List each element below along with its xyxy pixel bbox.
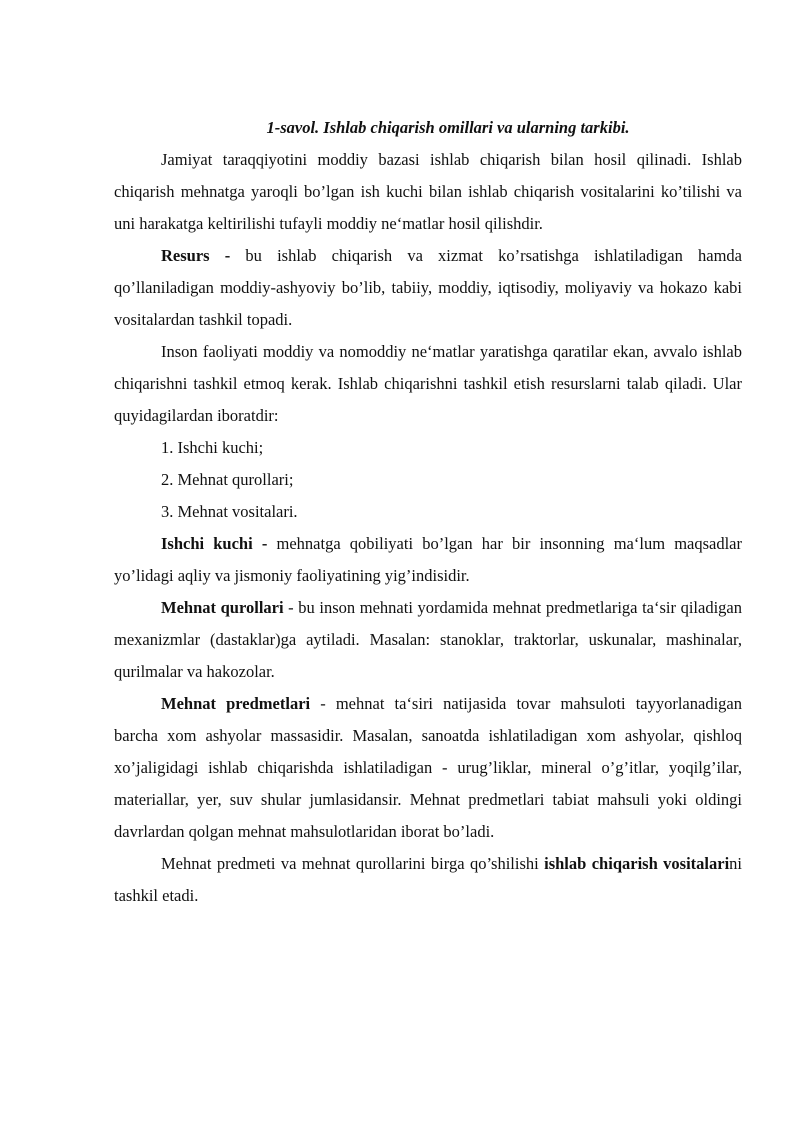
paragraph-resurs: [114, 240, 742, 336]
list-item: 3. Mehnat vositalari.: [161, 502, 298, 521]
term-ishchi-kuchi: Ishchi kuchi -: [161, 534, 268, 553]
definition-mehnat-predmetlari: - mehnat ta‘siri natijasida tovar mahsuloti tayyorlanadigan barcha xom ashyolar massasidir. Masalan, sanoatda ishlatiladigan xom ashyolar, qishloq xo’jaligidagi ishlab chiqarishda ishlatiladigan - urug’liklar, mineral o’g’itlar, yoqilg’ilar, materiallar, yer, suv shular jumlasidansir. Mehnat predmetlari tabiat mahsuli yoki oldingi davrlardan qolgan mehnat mahsulotlaridan iborat bo’ladi.: [114, 694, 742, 841]
text-before-term: Mehnat predmeti va mehnat qurollarini birga qo’shilishi: [161, 854, 545, 873]
definition-resurs: bu ishlab chiqarish va xizmat ko’rsatishga ishlatiladigan hamda qo’llaniladigan moddiy-ashyoviy bo’lib, tabiiy, moddiy, iqtisodiy, moliyaviy va hokazo kabi vositalardan tashkil topadi.: [114, 246, 742, 329]
definition-ishchi-kuchi: mehnatga qobiliyati bo’lgan har bir insonning ma‘lum maqsadlar yo’lidagi aqliy va jismoniy faoliyatining yig’indisidir.: [114, 534, 742, 585]
paragraph-jamiyat: Jamiyat taraqqiyotini moddiy bazasi ishlab chiqarish bilan hosil qilinadi. Ishlab chiqarish mehnatga yaroqli bo’lgan ish kuchi bilan ishlab chiqarish vositalarini ko’tilishi va uni harakatga keltirilishi tufayli moddiy ne‘matlar hosil qilishdir.: [114, 150, 742, 233]
document-title: 1-savol. Ishlab chiqarish omillari va ularning tarkibi.: [266, 118, 630, 137]
text-after-term: ni tashkil etadi.: [114, 854, 743, 905]
definition-mehnat-qurollari: - bu inson mehnati yordamida mehnat predmetlariga ta‘sir qiladigan mexanizmlar (dastaklar)ga aytiladi. Masalan: stanoklar, traktorlar, uskunalar, mashinalar, qurilmalar va hakozolar.: [114, 598, 742, 681]
term-mehnat-predmetlari: Mehnat predmetlari: [161, 694, 311, 713]
paragraph-ishchi-kuchi: [114, 528, 742, 592]
paragraph-mehnat-predmetlari: [114, 688, 742, 848]
list-item: 1. Ishchi kuchi;: [161, 438, 264, 457]
term-mehnat-qurollari: Mehnat qurollari: [161, 598, 284, 617]
paragraph-mehnat-qurollari: [114, 592, 742, 688]
paragraph-inson-faoliyati: Inson faoliyati moddiy va nomoddiy ne‘matlar yaratishga qaratilar ekan, avvalo ishlab chiqarishni tashkil etmoq kerak. Ishlab chiqarishni tashkil etish resurslarni talab qiladi. Ular quyidagilardan iboratdir:: [114, 342, 742, 425]
term-resurs: Resurs -: [161, 246, 231, 265]
paragraph-ishlab-chiqarish-vositalari: [114, 848, 742, 912]
document-page: [114, 112, 742, 912]
list-item: 2. Mehnat qurollari;: [161, 470, 294, 489]
term-ishlab-chiqarish-vositalari: ishlab chiqarish vositalari: [544, 854, 730, 873]
